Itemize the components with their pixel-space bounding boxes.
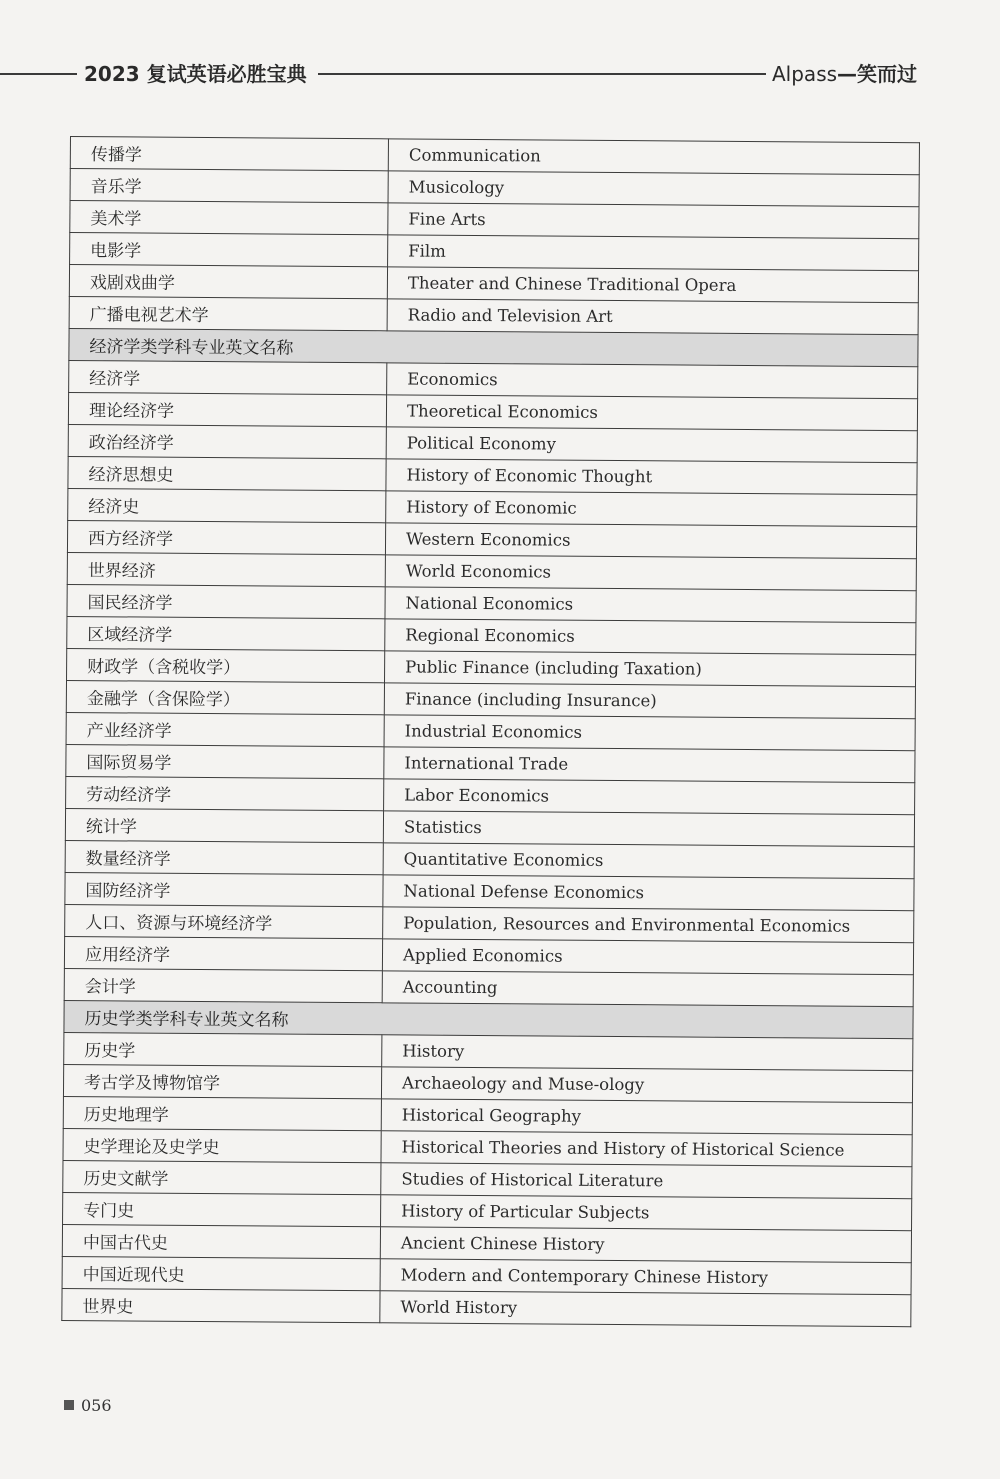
chinese-subject-name: 国防经济学 — [65, 872, 383, 906]
chinese-subject-name: 区域经济学 — [67, 616, 385, 650]
english-subject-name: Studies of Historical Literature — [381, 1163, 912, 1199]
chinese-subject-name: 中国古代史 — [62, 1224, 380, 1258]
page-header — [0, 56, 1000, 92]
english-subject-name: International Trade — [384, 747, 915, 783]
english-subject-name: Theater and Chinese Traditional Opera — [387, 267, 918, 303]
english-subject-name: Statistics — [383, 811, 914, 847]
english-subject-name: Accounting — [382, 971, 913, 1007]
chinese-subject-name: 中国近现代史 — [62, 1256, 380, 1290]
english-subject-name: History of Economic Thought — [386, 459, 917, 495]
table-body — [62, 137, 920, 1327]
chinese-subject-name: 国民经济学 — [67, 584, 385, 618]
chinese-subject-name: 经济思想史 — [68, 456, 386, 490]
english-subject-name: Historical Theories and History of Historical Science — [381, 1131, 912, 1167]
chinese-subject-name: 数量经济学 — [65, 840, 383, 874]
english-subject-name: Modern and Contemporary Chinese History — [380, 1259, 911, 1295]
english-subject-name: History of Economic — [386, 491, 917, 527]
chinese-subject-name: 美术学 — [70, 201, 388, 235]
chinese-subject-name: 国际贸易学 — [66, 744, 384, 778]
chinese-subject-name: 历史地理学 — [63, 1096, 381, 1130]
chinese-subject-name: 经济史 — [68, 488, 386, 522]
chinese-subject-name: 考古学及博物馆学 — [63, 1064, 381, 1098]
english-subject-name: History — [382, 1035, 913, 1071]
section-title: 历史学类学科专业英文名称 — [64, 1000, 913, 1038]
chinese-subject-name: 历史学 — [64, 1032, 382, 1066]
english-subject-name: Radio and Television Art — [387, 299, 918, 335]
chinese-subject-name: 会计学 — [64, 968, 382, 1002]
english-subject-name: World Economics — [385, 555, 916, 591]
english-subject-name: Public Finance (including Taxation) — [385, 651, 916, 687]
chinese-subject-name: 音乐学 — [70, 169, 388, 203]
book-title: 2023 复试英语必胜宝典 — [84, 62, 307, 86]
english-subject-name: Western Economics — [385, 523, 916, 559]
english-subject-name: Regional Economics — [385, 619, 916, 655]
english-subject-name: Political Economy — [386, 427, 917, 463]
english-subject-name: History of Particular Subjects — [381, 1195, 912, 1231]
brand-logo-text: Alpass — [772, 62, 838, 86]
table-row — [62, 1288, 911, 1326]
english-subject-name: Archaeology and Muse-ology — [381, 1067, 912, 1103]
english-subject-name: Economics — [387, 363, 918, 399]
chinese-subject-name: 世界经济 — [67, 552, 385, 586]
english-subject-name: Quantitative Economics — [383, 843, 914, 879]
chinese-subject-name: 电影学 — [70, 233, 388, 267]
english-subject-name: Ancient Chinese History — [380, 1227, 911, 1263]
english-subject-name: Labor Economics — [384, 779, 915, 815]
header-rule-middle — [318, 73, 766, 75]
subject-name-table-wrapper — [61, 136, 920, 1327]
chinese-subject-name: 世界史 — [62, 1288, 380, 1322]
english-subject-name: Historical Geography — [381, 1099, 912, 1135]
page-number: 056 — [81, 1396, 112, 1415]
english-subject-name: Film — [388, 235, 919, 271]
subject-name-table — [61, 136, 920, 1327]
chinese-subject-name: 产业经济学 — [66, 712, 384, 746]
chinese-subject-name: 戏剧戏曲学 — [69, 265, 387, 299]
brand-slogan: —笑而过 — [837, 62, 918, 86]
english-subject-name: Musicology — [388, 171, 919, 207]
english-subject-name: Industrial Economics — [384, 715, 915, 751]
chinese-subject-name: 历史文献学 — [63, 1160, 381, 1194]
chinese-subject-name: 统计学 — [65, 808, 383, 842]
chinese-subject-name: 金融学（含保险学） — [66, 680, 384, 714]
section-title: 经济学类学科专业英文名称 — [69, 328, 918, 366]
chinese-subject-name: 西方经济学 — [67, 520, 385, 554]
english-subject-name: Theoretical Economics — [386, 395, 917, 431]
chinese-subject-name: 史学理论及史学史 — [63, 1128, 381, 1162]
page-footer — [64, 1396, 112, 1415]
english-subject-name: Population, Resources and Environmental Economics — [383, 907, 914, 943]
brand-logo — [772, 58, 917, 87]
chinese-subject-name: 理论经济学 — [68, 392, 386, 426]
chinese-subject-name: 传播学 — [70, 137, 388, 171]
chinese-subject-name: 政治经济学 — [68, 424, 386, 458]
chinese-subject-name: 经济学 — [69, 360, 387, 394]
english-subject-name: Fine Arts — [388, 203, 919, 239]
english-subject-name: Finance (including Insurance) — [384, 683, 915, 719]
english-subject-name: World History — [380, 1291, 911, 1327]
english-subject-name: National Defense Economics — [383, 875, 914, 911]
chinese-subject-name: 应用经济学 — [64, 936, 382, 970]
english-subject-name: National Economics — [385, 587, 916, 623]
chinese-subject-name: 专门史 — [63, 1192, 381, 1226]
header-rule-left — [0, 73, 77, 75]
english-subject-name: Communication — [388, 139, 919, 175]
page-marker-square — [64, 1400, 74, 1410]
chinese-subject-name: 广播电视艺术学 — [69, 296, 387, 330]
chinese-subject-name: 劳动经济学 — [66, 776, 384, 810]
chinese-subject-name: 人口、资源与环境经济学 — [65, 904, 383, 938]
english-subject-name: Applied Economics — [382, 939, 913, 975]
chinese-subject-name: 财政学（含税收学） — [67, 648, 385, 682]
